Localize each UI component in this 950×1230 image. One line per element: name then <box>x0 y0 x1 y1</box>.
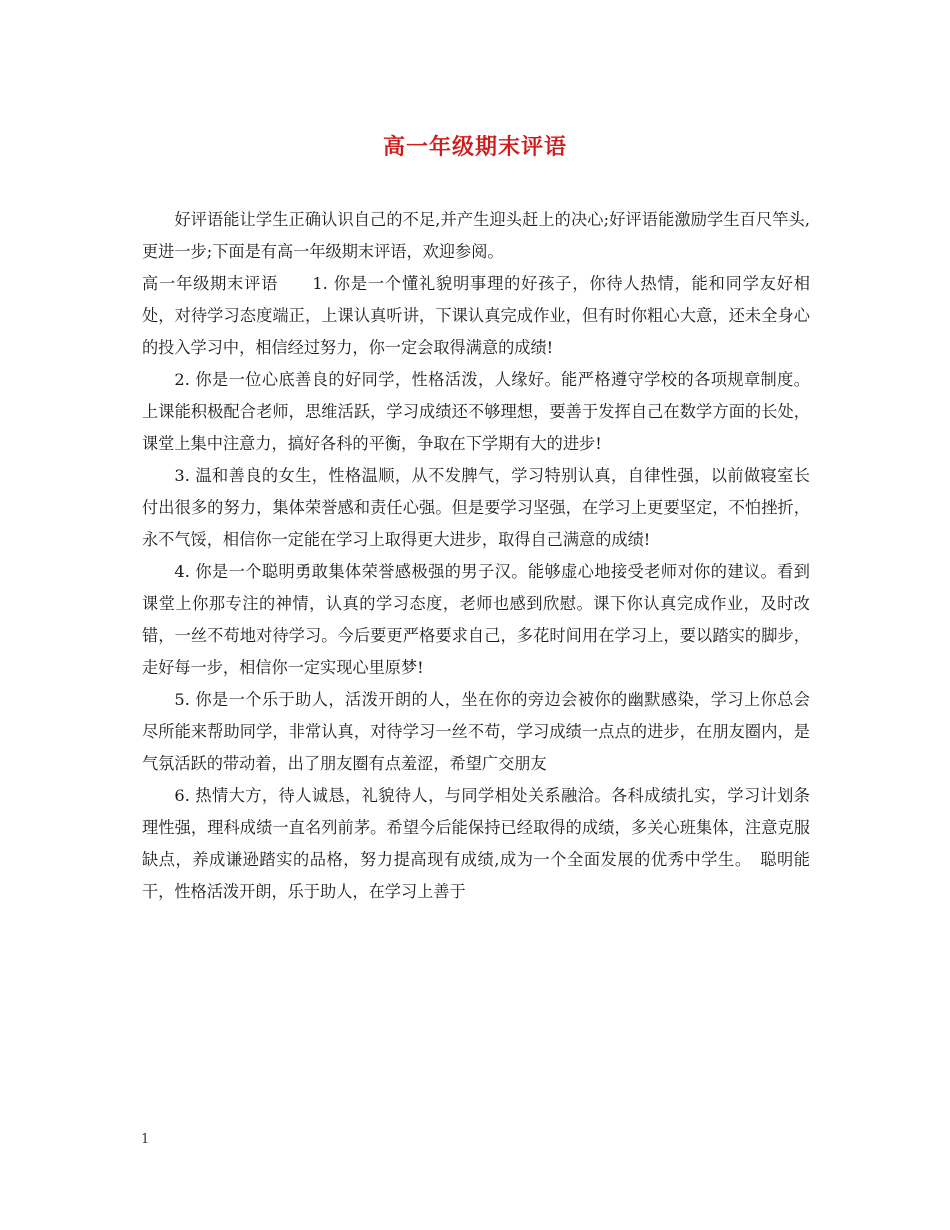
page-number: 1 <box>141 1132 150 1147</box>
comment-paragraph-1: 高一年级期末评语 1. 你是一个懂礼貌明事理的好孩子，你待人热情，能和同学友好相处，对待学习态度端正，上课认真听讲，下课认真完成作业，但有时你粗心大意，还未全身心的投入学习中，相信经过努力，你一定会取得满意的成绩! <box>142 274 810 357</box>
comment-paragraph-6: 6. 热情大方，待人诚恳，礼貌待人，与同学相处关系融洽。各科成绩扎实，学习计划条理性强，理科成绩一直名列前茅。希望今后能保持已经取得的成绩，多关心班集体，注意克服缺点，养成谦逊踏实的品格，努力提高现有成绩,成为一个全面发展的优秀中学生。 聪明能干，性格活泼开朗，乐于助人，在学习上善于 <box>142 786 810 901</box>
document-body <box>142 204 810 908</box>
comment-paragraph-2: 2. 你是一位心底善良的好同学，性格活泼，人缘好。能严格遵守学校的各项规章制度。上课能积极配合老师，思维活跃，学习成绩还不够理想，要善于发挥自己在数学方面的长处，课堂上集中注意力，搞好各科的平衡，争取在下学期有大的进步! <box>142 370 810 453</box>
comment-paragraph-3: 3. 温和善良的女生，性格温顺，从不发脾气，学习特别认真，自律性强，以前做寝室长付出很多的努力，集体荣誉感和责任心强。但是要学习坚强，在学习上更要坚定，不怕挫折，永不气馁，相信你一定能在学习上取得更大进步，取得自己满意的成绩! <box>142 466 810 549</box>
comment-paragraph-4: 4. 你是一个聪明勇敢集体荣誉感极强的男子汉。能够虚心地接受老师对你的建议。看到课堂上你那专注的神情，认真的学习态度，老师也感到欣慰。课下你认真完成作业，及时改错，一丝不苟地对待学习。今后要更严格要求自己，多花时间用在学习上，要以踏实的脚步，走好每一步，相信你一定实现心里原梦! <box>142 562 810 677</box>
comment-paragraph-5: 5. 你是一个乐于助人，活泼开朗的人，坐在你的旁边会被你的幽默感染，学习上你总会尽所能来帮助同学，非常认真，对待学习一丝不苟，学习成绩一点点的进步，在朋友圈内，是气氛活跃的带动着，出了朋友圈有点羞涩，希望广交朋友 <box>142 690 810 773</box>
intro-paragraph: 好评语能让学生正确认识自己的不足,并产生迎头赶上的决心;好评语能激励学生百尺竿头,更进一步;下面是有高一年级期末评语，欢迎参阅。 <box>142 210 810 261</box>
document-title: 高一年级期末评语 <box>382 134 567 160</box>
